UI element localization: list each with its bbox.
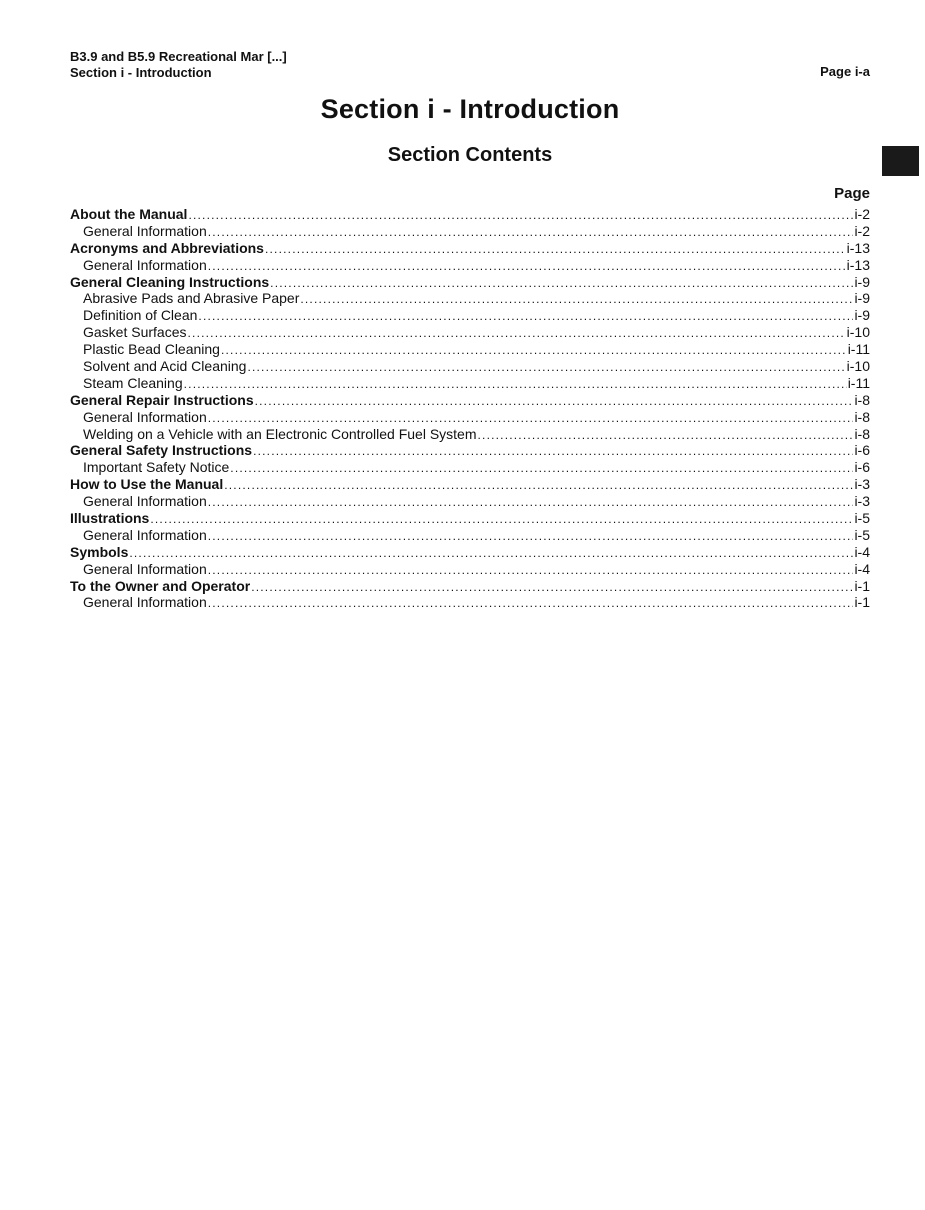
- toc-entry-page: i-6: [854, 459, 870, 476]
- toc-entry-label: General Information: [83, 526, 207, 543]
- toc-entry-page: i-13: [846, 256, 870, 273]
- toc-dot-leader: [265, 241, 846, 257]
- toc-dot-leader: [230, 460, 853, 476]
- toc-entry-label: Illustrations: [70, 510, 150, 527]
- toc-dot-leader: [224, 477, 853, 493]
- running-header: [70, 49, 287, 81]
- toc-dot-leader: [188, 325, 846, 341]
- toc-entry-label: Solvent and Acid Cleaning: [83, 358, 247, 375]
- toc-entry-topic[interactable]: [70, 510, 870, 527]
- toc-entry-label: Symbols: [70, 543, 129, 560]
- toc-entry-topic[interactable]: [70, 392, 870, 409]
- toc-entry-page: i-2: [854, 206, 870, 222]
- toc-dot-leader: [300, 291, 853, 307]
- toc-entry-subtopic[interactable]: [70, 307, 870, 324]
- toc-entry-label: Important Safety Notice: [83, 459, 230, 476]
- toc-dot-leader: [247, 359, 845, 375]
- toc-entry-subtopic[interactable]: [70, 341, 870, 358]
- toc-entry-page: i-10: [846, 358, 870, 375]
- toc-entry-page: i-1: [854, 594, 870, 611]
- toc-entry-topic[interactable]: [70, 442, 870, 459]
- toc-dot-leader: [255, 393, 854, 409]
- toc-entry-page: i-11: [847, 341, 870, 358]
- toc-entry-label: How to Use the Manual: [70, 476, 224, 493]
- toc-entry-label: Plastic Bead Cleaning: [83, 341, 220, 358]
- toc-entry-page: i-6: [854, 442, 870, 459]
- toc-dot-leader: [208, 528, 854, 544]
- toc-entry-subtopic[interactable]: [70, 324, 870, 341]
- toc-dot-leader: [129, 545, 853, 561]
- header-page-number: Page i-a: [820, 64, 870, 79]
- toc-entry-page: i-9: [854, 273, 870, 290]
- toc-entry-label: General Repair Instructions: [70, 391, 254, 408]
- toc-entry-subtopic[interactable]: [70, 426, 870, 443]
- section-contents-heading: Section Contents: [387, 144, 553, 166]
- page-column-label: Page: [834, 185, 870, 202]
- toc-entry-topic[interactable]: [70, 206, 870, 223]
- toc-entry-subtopic[interactable]: [70, 561, 870, 578]
- toc-entry-page: i-9: [854, 307, 870, 324]
- toc-entry-page: i-1: [854, 577, 870, 594]
- toc-entry-label: Steam Cleaning: [83, 374, 183, 391]
- toc-entry-page: i-11: [847, 374, 870, 391]
- toc-dot-leader: [208, 224, 854, 240]
- toc-entry-label: General Information: [83, 493, 207, 510]
- toc-entry-subtopic[interactable]: [70, 375, 870, 392]
- toc-entry-topic[interactable]: [70, 476, 870, 493]
- toc-dot-leader: [150, 511, 853, 527]
- toc-entry-topic[interactable]: [70, 544, 870, 561]
- toc-entry-label: General Information: [83, 594, 207, 611]
- toc-entry-subtopic[interactable]: [70, 358, 870, 375]
- toc-entry-label: Acronyms and Abbreviations: [70, 239, 264, 256]
- toc-entry-page: i-13: [846, 239, 870, 256]
- toc-entry-topic[interactable]: [70, 578, 870, 595]
- toc-entry-label: Abrasive Pads and Abrasive Paper: [83, 290, 300, 307]
- toc-entry-label: General Cleaning Instructions: [70, 273, 270, 290]
- toc-entry-page: i-4: [854, 543, 870, 560]
- toc-entry-label: General Information: [83, 408, 207, 425]
- toc-entry-page: i-2: [854, 222, 870, 239]
- toc-entry-page: i-8: [854, 391, 870, 408]
- toc-dot-leader: [221, 342, 847, 358]
- toc-dot-leader: [184, 376, 847, 392]
- toc-entry-label: To the Owner and Operator: [70, 577, 251, 594]
- toc-entry-page: i-9: [854, 290, 870, 307]
- toc-entry-subtopic[interactable]: [70, 409, 870, 426]
- toc-entry-subtopic[interactable]: [70, 290, 870, 307]
- toc-entry-topic[interactable]: [70, 274, 870, 291]
- toc-dot-leader: [208, 494, 854, 510]
- toc-entry-subtopic[interactable]: [70, 594, 870, 611]
- toc-entry-label: General Information: [83, 560, 207, 577]
- toc-dot-leader: [198, 308, 853, 324]
- toc-entry-page: i-8: [854, 408, 870, 425]
- toc-entry-label: General Information: [83, 256, 207, 273]
- page-title: Section i - Introduction: [320, 94, 620, 124]
- toc-entry-subtopic[interactable]: [70, 493, 870, 510]
- toc-dot-leader: [208, 258, 846, 274]
- toc-entry-label: General Safety Instructions: [70, 442, 253, 459]
- toc-dot-leader: [208, 595, 854, 611]
- toc-dot-leader: [188, 207, 853, 223]
- toc-entry-label: Gasket Surfaces: [83, 324, 187, 341]
- toc-entry-page: i-4: [854, 560, 870, 577]
- toc-dot-leader: [478, 427, 854, 443]
- toc-entry-subtopic[interactable]: [70, 459, 870, 476]
- toc-dot-leader: [253, 443, 853, 459]
- toc-entry-subtopic[interactable]: [70, 527, 870, 544]
- toc-dot-leader: [270, 275, 853, 291]
- toc-dot-leader: [208, 562, 854, 578]
- toc-dot-leader: [208, 410, 854, 426]
- toc-dot-leader: [251, 579, 853, 595]
- toc-entry-label: Definition of Clean: [83, 307, 198, 324]
- toc-entry-page: i-5: [854, 526, 870, 543]
- header-section-label: Section i - Introduction: [70, 65, 212, 80]
- toc-entry-subtopic[interactable]: [70, 257, 870, 274]
- toc-entry-label: General Information: [83, 222, 207, 239]
- toc-entry-label: About the Manual: [70, 206, 188, 222]
- toc-entry-topic[interactable]: [70, 240, 870, 257]
- toc-entry-label: Welding on a Vehicle with an Electronic Controlled Fuel System: [83, 425, 477, 442]
- table-of-contents: [70, 206, 870, 611]
- toc-entry-subtopic[interactable]: [70, 223, 870, 240]
- document-title: B3.9 and B5.9 Recreational Mar [...]: [70, 49, 287, 64]
- toc-entry-page: i-8: [854, 425, 870, 442]
- toc-entry-page: i-10: [846, 324, 870, 341]
- toc-entry-page: i-5: [854, 510, 870, 527]
- toc-entry-page: i-3: [854, 476, 870, 493]
- toc-entry-page: i-3: [854, 493, 870, 510]
